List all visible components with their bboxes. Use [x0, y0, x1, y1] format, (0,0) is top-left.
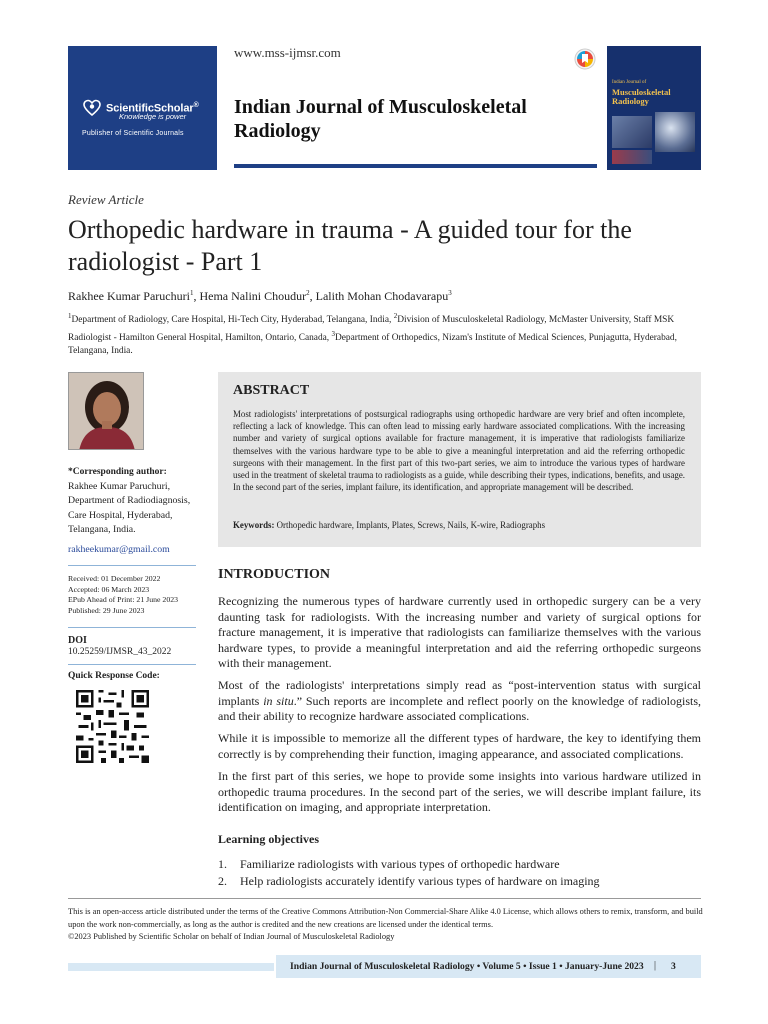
page-number: 3: [671, 961, 676, 972]
crossmark-icon[interactable]: [574, 48, 596, 70]
sidebar-divider: [68, 664, 196, 665]
qr-code-label: Quick Response Code:: [68, 671, 160, 681]
body-paragraph: Recognizing the numerous types of hardware currently used in orthopedic surgery can be a very daunting task for radiologists. With the increasing number and variety of surgical options for fracture management, it is imperative that radiologists can familiarize themselves with the various hardware types, to provide a meaningful interpretation and aid the referring orthopedic surgeons with their management.: [218, 594, 701, 671]
list-item: 2. Help radiologists accurately identify various types of hardware on imaging: [218, 874, 600, 888]
learning-objectives-heading: Learning objectives: [218, 832, 319, 846]
footer-band: [68, 963, 274, 971]
footer-citation-bar: [276, 955, 701, 978]
abstract-text: Most radiologists' interpretations of postsurgical radiographs using orthopedic hardware are very brief and often incomplete, reflecting a lack of knowledge. This can often lead to missing early hardware associated complications. With the increasing number and variety of surgical options available for fracture management, it is imperative that radiologists familiarize themselves with the various hardware type to be able to give a meaningful interpretation and aid the referring orthopedic surgeons with their management. In the first part of this two-part series, we aim to introduce the various types of hardware used in the treatment of skeletal trauma to radiologists as a guide, while describing their types, indications, benefits, and usage. In the second part of the series, implant failure, its identification, and appropriate management will be described.: [233, 409, 685, 493]
corresponding-author-label: *Corresponding author:: [68, 467, 167, 477]
journal-title: Indian Journal of Musculoskeletal Radiology: [234, 96, 527, 142]
footer-divider: [68, 898, 701, 899]
introduction-heading: INTRODUCTION: [218, 567, 331, 582]
article-type: Review Article: [68, 192, 144, 207]
cover-knee-thumbnail: [655, 112, 695, 152]
journal-cover-image: [607, 46, 701, 170]
sidebar-divider: [68, 627, 196, 628]
author-name: Hema Nalini Choudur: [199, 289, 307, 303]
publisher-tagline: Knowledge is power: [119, 112, 187, 121]
author-name: Lalith Mohan Chodavarapu: [315, 289, 449, 303]
cover-title: Musculoskeletal Radiology: [612, 87, 671, 106]
article-title: Orthopedic hardware in trauma - A guided tour for the radiologist - Part 1: [68, 215, 632, 276]
publisher-subtitle: Publisher of Scientific Journals: [82, 130, 184, 137]
abstract-heading: ABSTRACT: [233, 383, 310, 398]
affiliations: $^1$Department of Radiology, Care Hospital, Hi-Tech City, Hyderabad, Telangana, India, $^2$Division of Musculoskeletal Radiology, McMaster University, Staff MSK Radiologist - Hamilton General Hospital, Hamilton, Ontario, Canada, $^3$Department of Orthopedics, Nizam's Institute of Medical Sciences, Punjagutta, Hyderabad, Telangana, India.: [68, 312, 677, 357]
header-divider: [234, 164, 597, 168]
footer-citation: Indian Journal of Musculoskeletal Radiology • Volume 5 • Issue 1 • January-June 2023: [290, 961, 644, 972]
license-notice: This is an open-access article distributed under the terms of the Creative Commons Attribution-Non Commercial-Share Alike 4.0 License, which allows others to remix, transform, and build upon the work non-commercially, as long as the author is credited and the new creations are licensed under the identical terms. ©2023 Published by Scientific Scholar on behalf of Indian Journal of Musculoskeletal Radiology: [68, 907, 703, 942]
article-dates: Received: 01 December 2022 Accepted: 06 March 2023 EPub Ahead of Print: 21 June 2023 Published: 29 June 2023: [68, 574, 179, 615]
doi-label: DOI: [68, 635, 87, 646]
corresponding-author-email[interactable]: rakheekumar@gmail.com: [68, 544, 170, 555]
qr-code-icon[interactable]: [76, 690, 149, 763]
body-paragraph: While it is impossible to memorize all the different types of hardware, the key to identifying them correctly is by comprehending their function, imaging appearance, and associated complications.: [218, 731, 701, 761]
author-portrait-icon: [69, 373, 144, 450]
list-item: 1. Familiarize radiologists with various types of orthopedic hardware: [218, 857, 560, 871]
cover-xray-thumbnail: [612, 116, 652, 148]
body-paragraph: In the first part of this series, we hope to provide some insights into various hardware utilized in orthopedic trauma procedures. In the second part of the series, we will describe implant failure, its identification on imaging, and appropriate interpretation.: [218, 769, 701, 815]
author-name: Rakhee Kumar Paruchuri: [68, 289, 190, 303]
sidebar-divider: [68, 565, 196, 566]
doi-link[interactable]: 10.25259/IJMSR_43_2022: [68, 647, 172, 657]
abstract-box: [218, 372, 701, 547]
author-list: Rakhee Kumar Paruchuri$^1$, Hema Nalini Choudur$^2$, Lalith Mohan Chodavarapu$^3$: [68, 289, 452, 303]
keywords: Keywords: Orthopedic hardware, Implants, Plates, Screws, Nails, K-wire, Radiographs: [233, 520, 546, 530]
journal-website-link[interactable]: www.mss-ijmsr.com: [234, 45, 341, 60]
publisher-logo-box: [68, 46, 217, 170]
cover-mri-thumbnail: [612, 150, 652, 164]
corresponding-author-address: Rakhee Kumar Paruchuri, Department of Radiodiagnosis, Care Hospital, Hyderabad, Telangana, India.: [68, 481, 191, 535]
publisher-name: ScientificScholar®: [106, 101, 199, 115]
scientific-scholar-logo-icon: [82, 98, 102, 118]
author-photo: [68, 372, 144, 450]
footer-separator: |: [654, 960, 657, 971]
cover-small-text: Indian Journal of: [612, 80, 647, 85]
body-paragraph: Most of the radiologists' interpretations simply read as “post-intervention status with surgical implants in situ.” Such reports are incomplete and reflect poorly on the knowledge of radiologists, and their ability to recognize hardware associated complications.: [218, 678, 702, 724]
